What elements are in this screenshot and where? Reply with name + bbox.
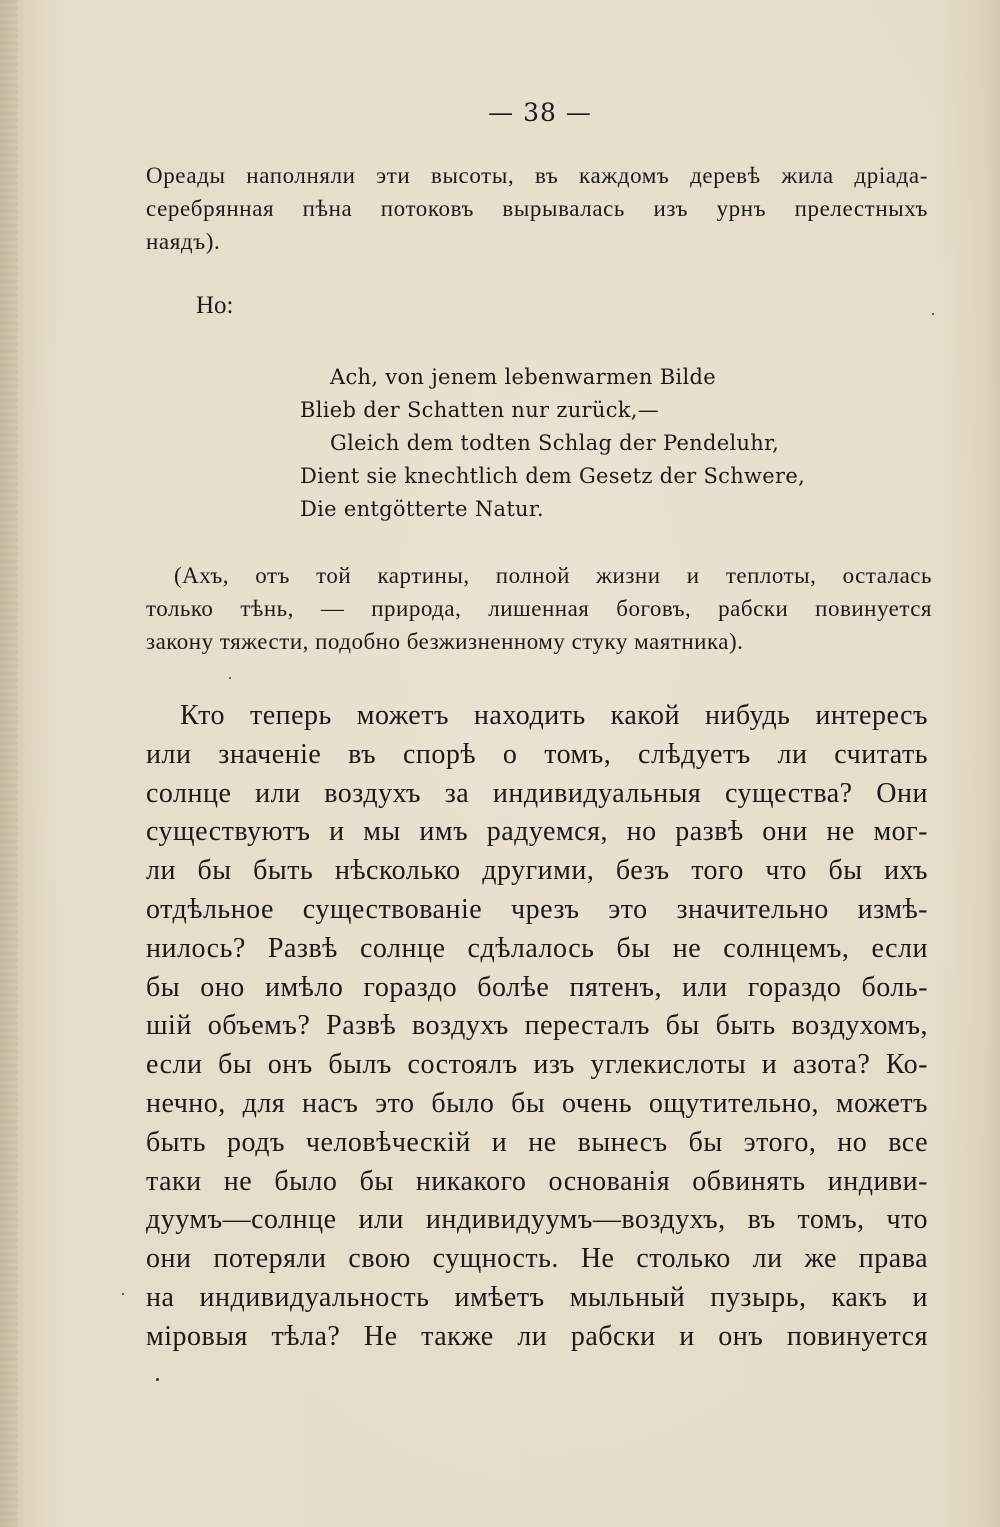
paper-speck	[229, 677, 231, 679]
main-line: нилось? Развѣ солнце сдѣлалось бы не солнцемъ, если	[146, 932, 928, 964]
main-line: нечно, для насъ это было бы очень ощутительно, можетъ	[146, 1087, 928, 1119]
main-line: на индивидуальность имѣетъ мыльный пузырь, какъ и	[146, 1281, 928, 1313]
main-line: ли бы быть нѣсколько другими, безъ того что бы ихъ	[146, 855, 928, 887]
poem-line: Dient sie knechtlich dem Gesetz der Schwere,	[300, 464, 806, 488]
main-line: Кто теперь можетъ находить какой нибудь интересъ	[180, 700, 928, 731]
main-line: быть родъ человѣческій и не вынесъ бы этого, но все	[146, 1126, 928, 1158]
main-line: міровыя тѣла? Не также ли рабски и онъ повинуется	[146, 1320, 928, 1352]
main-line: они потеряли свою сущность. Не столько ли же права	[146, 1243, 928, 1275]
main-paragraph	[146, 697, 928, 1357]
binding-gutter	[0, 0, 18, 1527]
intro-line: серебрянная пѣна потоковъ вырывалась изъ урнъ прелестныхъ	[146, 196, 928, 221]
paper-speck	[156, 1378, 159, 1381]
translation-paragraph	[146, 559, 932, 658]
main-line: таки не было бы никакого основанія обвинять индиви-	[146, 1165, 928, 1197]
paper-speck	[122, 1293, 124, 1295]
main-line: существуютъ и мы имъ радуемся, но развѣ они не мог-	[146, 816, 928, 848]
main-line: бы оно имѣло гораздо болѣе пятенъ, или гораздо боль-	[146, 971, 928, 1003]
translation-line: закону тяжести, подобно безжизненному стуку маятника).	[146, 629, 744, 654]
intro-paragraph	[146, 159, 928, 258]
paper-speck	[932, 313, 934, 315]
main-line: дуумъ—солнце или индивидуумъ—воздухъ, въ томъ, что	[146, 1204, 928, 1236]
main-line: отдѣльное существованіе чрезъ это значительно измѣ-	[146, 893, 928, 925]
poem-line: Ach, von jenem lebenwarmen Bilde	[330, 365, 716, 389]
transition-word: Но:	[196, 292, 234, 319]
translation-line: только тѣнь, — природа, лишенная боговъ, рабски повинуется	[146, 596, 932, 621]
main-line: если бы онъ былъ состоялъ изъ углекислоты и азота? Ко-	[146, 1049, 928, 1081]
intro-line: наядъ).	[146, 229, 221, 254]
german-poem	[300, 361, 805, 526]
poem-line: Gleich dem todten Schlag der Pendeluhr,	[330, 431, 780, 455]
poem-line: Die entgötterte Natur.	[300, 497, 544, 521]
page-number: — 38 —	[488, 98, 592, 127]
poem-line: Blieb der Schatten nur zurück,—	[300, 398, 660, 422]
main-line: солнце или воздухъ за индивидуальныя существа? Они	[146, 777, 928, 809]
intro-line: Ореады наполняли эти высоты, въ каждомъ деревѣ жила дріада-	[146, 163, 928, 188]
main-line: шій объемъ? Развѣ воздухъ пересталъ бы быть воздухомъ,	[146, 1010, 928, 1042]
translation-line: (Ахъ, отъ той картины, полной жизни и теплоты, осталась	[174, 563, 932, 588]
main-line: или значеніе въ спорѣ о томъ, слѣдуетъ ли считать	[146, 738, 928, 770]
